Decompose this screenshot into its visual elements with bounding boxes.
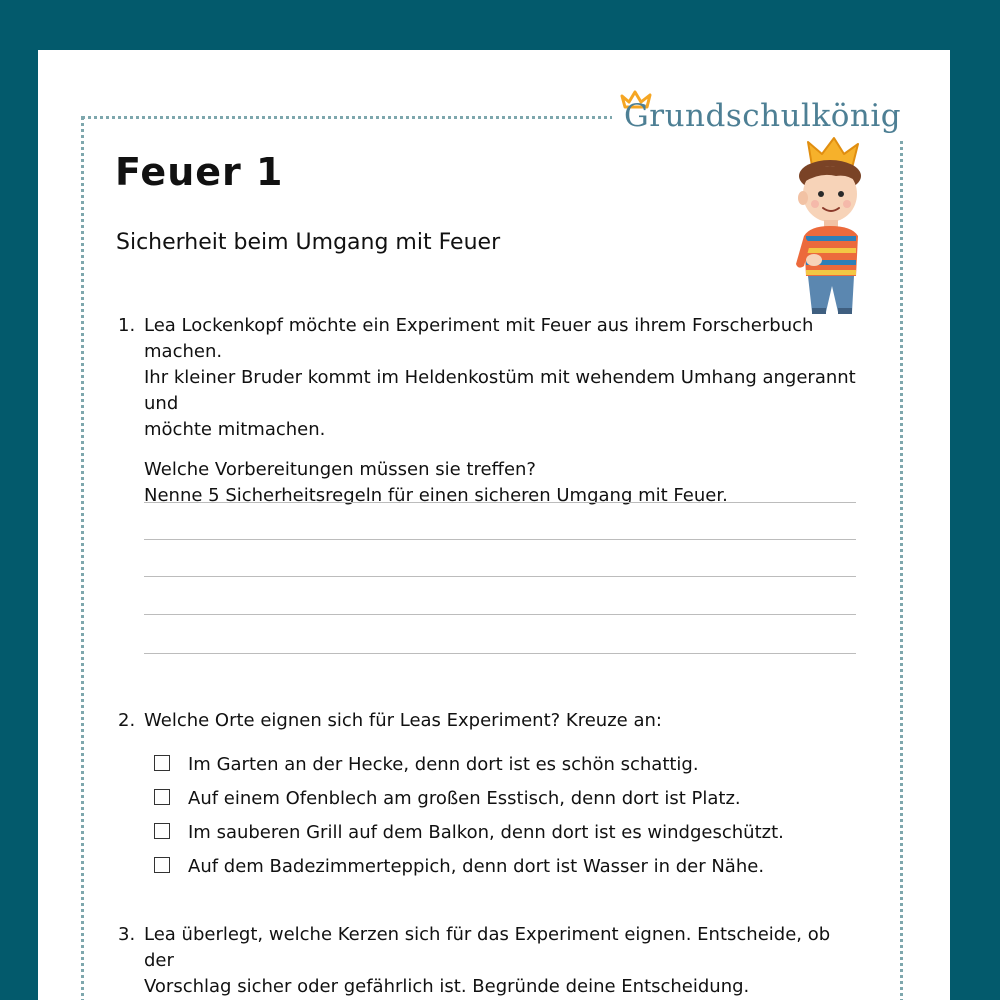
worksheet-page: [38, 50, 950, 1000]
checkbox[interactable]: [154, 823, 170, 839]
task-question: Welche Vorbereitungen müssen sie treffen?: [144, 459, 536, 480]
task-text-line: Welche Orte eignen sich für Leas Experiment? Kreuze an:: [144, 710, 662, 731]
task-text-line: Lea Lockenkopf möchte ein Experiment mit Feuer aus ihrem Forscherbuch machen.: [144, 315, 814, 362]
task-number: 2.: [118, 710, 136, 731]
checkbox-option[interactable]: [154, 748, 784, 782]
task-text-line: Lea überlegt, welche Kerzen sich für das Experiment eignen. Entscheide, ob der: [144, 924, 831, 971]
checkbox[interactable]: [154, 789, 170, 805]
answer-line[interactable]: [144, 653, 856, 654]
checkbox-option[interactable]: [154, 782, 784, 816]
option-label: Im Garten an der Hecke, denn dort ist es schön schattig.: [188, 754, 699, 775]
option-label: Auf dem Badezimmerteppich, denn dort ist Wasser in der Nähe.: [188, 856, 765, 877]
answer-line[interactable]: [144, 614, 856, 615]
checkbox[interactable]: [154, 755, 170, 771]
logo-text: Grundschulkönig: [624, 98, 902, 134]
task-3-body: [144, 922, 864, 1000]
answer-line[interactable]: [144, 539, 856, 540]
task-question: Nenne 5 Sicherheitsregeln für einen sicheren Umgang mit Feuer.: [144, 485, 728, 506]
answer-line[interactable]: [144, 502, 856, 503]
boy-with-crown-illustration: [790, 136, 880, 314]
option-label: Auf einem Ofenblech am großen Esstisch, denn dort ist Platz.: [188, 788, 741, 809]
task-text-line: Vorschlag sicher oder gefährlich ist. Begründe deine Entscheidung.: [144, 976, 750, 997]
answer-line[interactable]: [144, 576, 856, 577]
page-title: Feuer 1: [115, 150, 284, 194]
grundschulkoenig-logo: [620, 90, 910, 140]
task-1-body: [144, 313, 864, 509]
checkbox-options: [154, 748, 784, 884]
task-number: 3.: [118, 924, 136, 945]
checkbox-option[interactable]: [154, 816, 784, 850]
task-text-line: möchte mitmachen.: [144, 419, 326, 440]
task-2-body: [144, 708, 864, 734]
option-label: Im sauberen Grill auf dem Balkon, denn dort ist es windgeschützt.: [188, 822, 784, 843]
page-subtitle: Sicherheit beim Umgang mit Feuer: [116, 230, 501, 255]
task-number: 1.: [118, 315, 136, 336]
task-text-line: Ihr kleiner Bruder kommt im Heldenkostüm mit wehendem Umhang angerannt und: [144, 367, 856, 414]
checkbox-option[interactable]: [154, 850, 784, 884]
checkbox[interactable]: [154, 857, 170, 873]
